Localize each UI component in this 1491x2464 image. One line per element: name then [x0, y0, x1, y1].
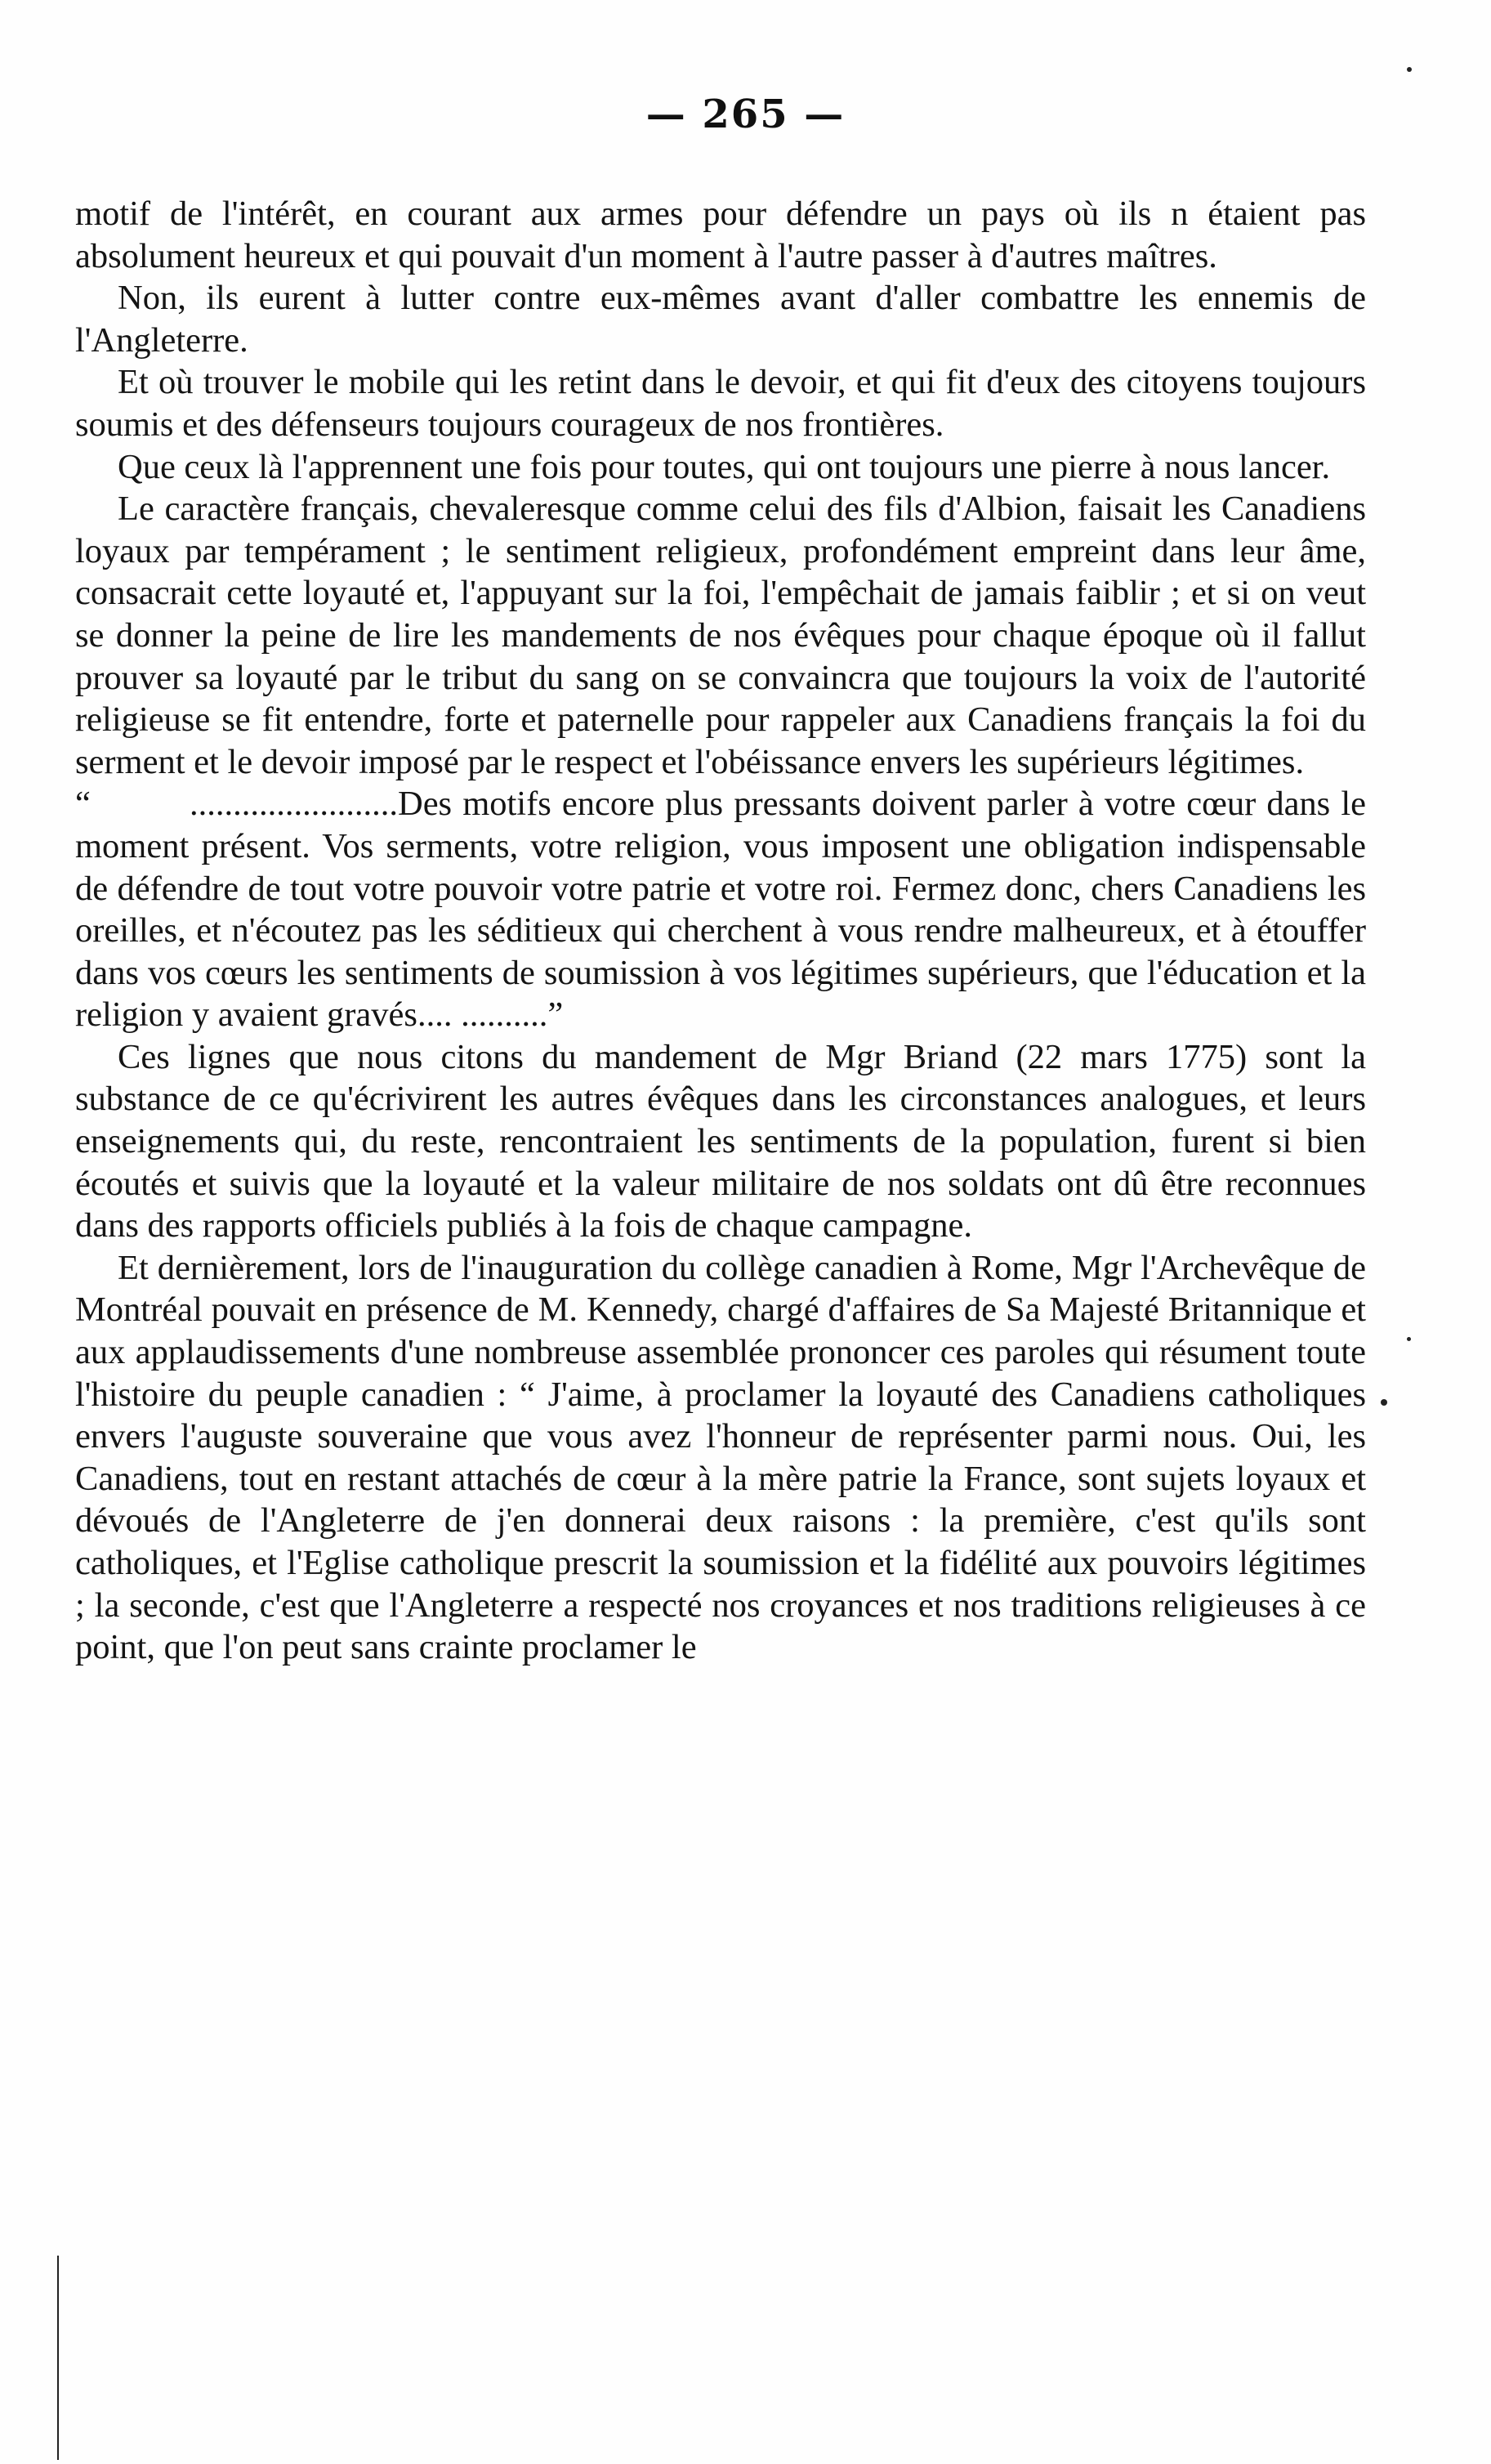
paragraph-4: Que ceux là l'apprennent une fois pour toutes, qui ont toujours une pierre à nous lancer.	[118, 447, 1331, 486]
paragraph-2: Non, ils eurent à lutter contre eux-mêmes avant d'aller combattre les ennemis de l'Angleterre.	[75, 279, 1366, 360]
quoted-mandement	[75, 783, 1366, 1036]
scan-speck	[1381, 1399, 1387, 1406]
paragraph-8: Et dernièrement, lors de l'inauguration du collège canadien à Rome, Mgr l'Archevêque de Montréal pouvait en présence de M. Kennedy, chargé d'affaires de Sa Majesté Britannique et aux applaudissements d'une nombreuse assemblée prononcer ces paroles qui résument toute l'histoire du peuple canadien : “ J'aime, à proclamer la loyauté des Canadiens catholiques envers l'auguste souveraine que vous avez l'honneur de représenter parmi nous. Oui, les Canadiens, tout en restant attachés de cœur à la mère patrie la France, sont sujets loyaux et dévoués de l'Angleterre de j'en donnerai deux raisons : la première, c'est qu'ils sont catholiques, et l'Eglise catholique prescrit la soumission et la fidélité aux pouvoirs légitimes ; la seconde, c'est que l'Angleterre a respecté nos croyances et nos traditions religieuses à ce point, que l'on peut sans crainte proclamer le	[75, 1248, 1366, 1667]
page-number: — 265 —	[645, 92, 846, 137]
quoted-mandement-text: ........................Des motifs encore plus pressants doivent parler à votre cœur dans le moment présent. Vos serments, votre religion, vous imposent une obligation indispensable de défendre de tout votre pouvoir votre patrie et votre roi. Fermez donc, chers Canadiens les oreilles, et n'écoutez pas les séditieux qui cherchent à vous rendre malheureux, et à étouffer dans vos cœurs les sentiments de soumission à vos légitimes supérieurs, que l'éducation et la religion y avaient gravés.... ..........”	[75, 785, 1366, 1035]
scan-speck	[1407, 67, 1412, 72]
paragraph-7: Ces lignes que nous citons du mandement de Mgr Briand (22 mars 1775) sont la substance de ce qu'écrivirent les autres évêques dans les circonstances analogues, et leurs enseignements qui, du reste, rencontraient les sentiments de la population, furent si bien écoutés et suivis que la loyauté et la valeur militaire de nos soldats ont dû être reconnues dans des rapports officiels publiés à la fois de chaque campagne.	[75, 1037, 1366, 1245]
paragraph-5: Le caractère français, chevaleresque comme celui des fils d'Albion, faisait les Canadiens loyaux par tempérament ; le sentiment religieux, profondément empreint dans leur âme, consacrait cette loyauté et, l'appuyant sur la foi, l'empêchait de jamais faiblir ; et si on veut se donner la peine de lire les mandements de nos évêques pour chaque époque où il fallut prouver sa loyauté par le tribut du sang on se convaincra que toujours la voix de l'autorité religieuse se fit entendre, forte et paternelle pour rappeler aux Canadiens français la foi du serment et le devoir imposé par le respect et l'obéissance envers les supérieurs légitimes.	[75, 490, 1366, 781]
paragraph-3: Et où trouver le mobile qui les retint dans le devoir, et qui fit d'eux des citoyens toujours soumis et des défenseurs toujours courageux de nos frontières.	[75, 363, 1366, 444]
scan-speck	[1407, 1337, 1411, 1341]
margin-scan-line	[57, 2256, 59, 2460]
body-text	[75, 193, 1366, 1669]
paragraph-1: motif de l'intérêt, en courant aux armes pour défendre un pays où ils n étaient pas absolument heureux et qui pouvait d'un moment à l'autre passer à d'autres maîtres.	[75, 195, 1366, 275]
opening-quote-mark: “	[75, 785, 91, 824]
